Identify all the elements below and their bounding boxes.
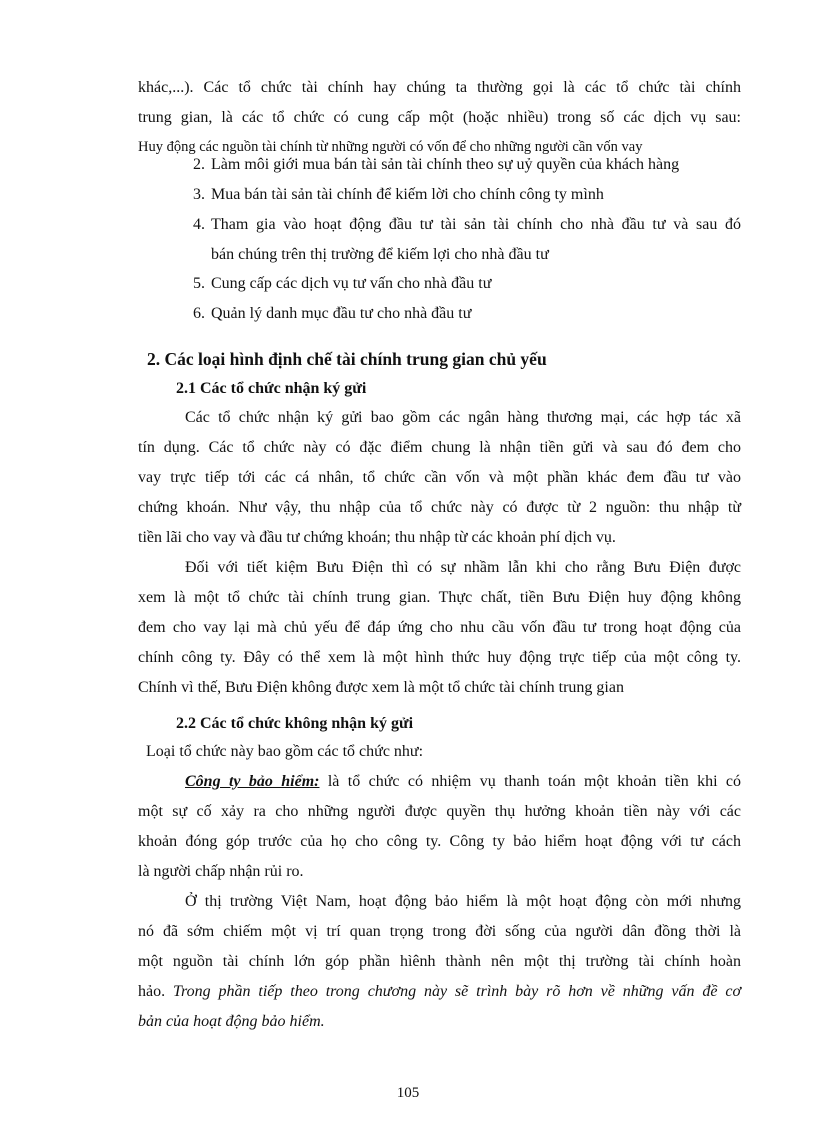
paragraph-line: Loại tổ chức này bao gồm các tổ chức như: [146,743,424,760]
subsection-heading-2-2: 2.2 Các tổ chức không nhận ký gửi [176,715,414,732]
page-number: 105 [396,1085,420,1101]
document-page: khác,...). Các tổ chức tài chính hay chúng ta thường gọi là các tổ chức tài chính trung gian, là các tổ chức có cung cấp một (hoặc nhiều) trong số các dịch vụ sau: Huy động các nguồn tài chính từ những người có vốn để cho những người cần vốn vay 2. Làm môi giới mua bán tài sản tài chính theo sự uỷ quyền của khách hàng 3. Mua bán tài sản tài chính để kiếm lời cho chính công ty mình 4. Tham gia vào hoạt động đầu tư tài sản tài chính cho nhà đầu tư và sau đó bán chúng trên thị trường để kiếm lợi cho nhà đầu tư 5. Cung cấp các dịch vụ tư vấn cho nhà đầu tư 6. Quản lý danh mục đầu tư cho nhà đầu tư 2. Các loại hình định chế tài chính trung gian chủ yếu 2.1 Các tổ chức nhận ký gửi Các tổ chức nhận ký gửi bao gồm các ngân hàng thương mại, các hợp tác xã tín dụng. Các tổ chức này có đặc điểm chung là nhận tiền gửi và sau đó đem cho vay trực tiếp tới các cá nhân, tổ chức cần vốn và một phần khác đem đầu tư vào chứng khoán. Như vậy, thu nhập của tổ chức này có được từ 2 nguồn: thu nhập từ tiền lãi cho vay và đầu tư chứng khoán; thu nhập từ các khoản phí dịch vụ. Đối với tiết kiệm Bưu Điện thì có sự nhầm lẫn khi cho rằng Bưu Điện được xem là một tổ chức tài chính trung gian. Thực chất, tiền Bưu Điện huy động không đem cho vay lại mà chủ yếu để đáp ứng cho nhu cầu vốn đầu tư trong hoạt động của chính công ty. Đây có thể xem là một hình thức huy động trực tiếp của một công ty. Chính vì thế, Bưu Điện không được xem là một tổ chức tài chính trung gian 2.2 Các tổ chức không nhận ký gửi Loại tổ chức này bao gồm các tổ chức như: Công ty bảo hiểm: là tổ chức có nhiệm vụ thanh toán một khoản tiền khi có một sự cố xảy ra cho những người được quyền thụ hưởng khoản tiền này với các khoản đóng góp trước của họ cho công ty. Công ty bảo hiểm hoạt động với tư cách là người chấp nhận rủi ro. Ở thị trường Việt Nam, hoạt động bảo hiểm là một hoạt động còn mới nhưng nó đã sớm chiếm một vị trí quan trọng trong đời sống của người dân đồng thời là một nguồn tài chính lớn góp phần hìênh thành nên một thị trường tài chính hoàn hảo. Trong phần tiếp theo trong chương này sẽ trình bày rõ hơn về những vấn đề cơ bản của hoạt động bảo hiểm. 105 [0,0,816,1123]
paragraph-line: một sự cố xảy ra cho những người được quyền thụ hưởng khoản tiền này với các [138,803,741,820]
paragraph-line: Chính vì thế, Bưu Điện không được xem là một tổ chức tài chính trung gian [138,679,624,696]
paragraph-line: đem cho vay lại mà chủ yếu để đáp ứng cho nhu cầu vốn đầu tư trong hoạt động của [138,619,741,636]
paragraph-line: Đối với tiết kiệm Bưu Điện thì có sự nhầm lẫn khi cho rằng Bưu Điện được [185,559,741,576]
section-heading: 2. Các loại hình định chế tài chính trung gian chủ yếu [147,349,547,369]
paragraph-line: xem là một tổ chức tài chính trung gian. Thực chất, tiền Bưu Điện huy động không [138,589,741,606]
paragraph-line: bản của hoạt động bảo hiểm. [138,1013,325,1030]
paragraph-line: chứng khoán. Như vậy, thu nhập của tổ chức này có được từ 2 nguồn: thu nhập từ [138,499,741,516]
paragraph-line: Các tổ chức nhận ký gửi bao gồm các ngân hàng thương mại, các hợp tác xã [185,409,741,426]
intro-line-3: Huy động các nguồn tài chính từ những người có vốn để cho những người cần vốn vay [138,139,643,155]
paragraph-line: nó đã sớm chiếm một vị trí quan trọng trong đời sống của người dân đồng thời là [138,923,741,940]
paragraph-line: là người chấp nhận rủi ro. [138,863,304,880]
intro-line-1: khác,...). Các tổ chức tài chính hay chúng ta thường gọi là các tổ chức tài chính [138,79,741,96]
paragraph-line: chính công ty. Đây có thể xem là một hình thức huy động trực tiếp của một công ty. [138,649,741,666]
insurance-first-line: Công ty bảo hiểm: là tổ chức có nhiệm vụ thanh toán một khoản tiền khi có [185,773,741,790]
paragraph-line: khoản đóng góp trước của họ cho công ty. Công ty bảo hiểm hoạt động với tư cách [138,833,741,850]
paragraph-line: hảo. Trong phần tiếp theo trong chương này sẽ trình bày rõ hơn về những vấn đề cơ [138,983,741,1000]
paragraph-line: Ở thị trường Việt Nam, hoạt động bảo hiểm là một hoạt động còn mới nhưng [185,893,741,910]
subsection-heading-2-1: 2.1 Các tổ chức nhận ký gửi [176,380,367,397]
intro-line-2: trung gian, là các tổ chức có cung cấp một (hoặc nhiều) trong số các dịch vụ sau: [138,109,741,126]
paragraph-line: một nguồn tài chính lớn góp phần hìênh thành nên một thị trường tài chính hoàn [138,953,741,970]
paragraph-line: vay trực tiếp tới các cá nhân, tổ chức cần vốn và một phần khác đem đầu tư vào [138,469,741,486]
paragraph-line: tín dụng. Các tổ chức này có đặc điểm chung là nhận tiền gửi và sau đó đem cho [138,439,741,456]
paragraph-line: tiền lãi cho vay và đầu tư chứng khoán; thu nhập từ các khoản phí dịch vụ. [138,529,616,546]
insurance-term: Công ty bảo hiểm: [185,773,320,790]
